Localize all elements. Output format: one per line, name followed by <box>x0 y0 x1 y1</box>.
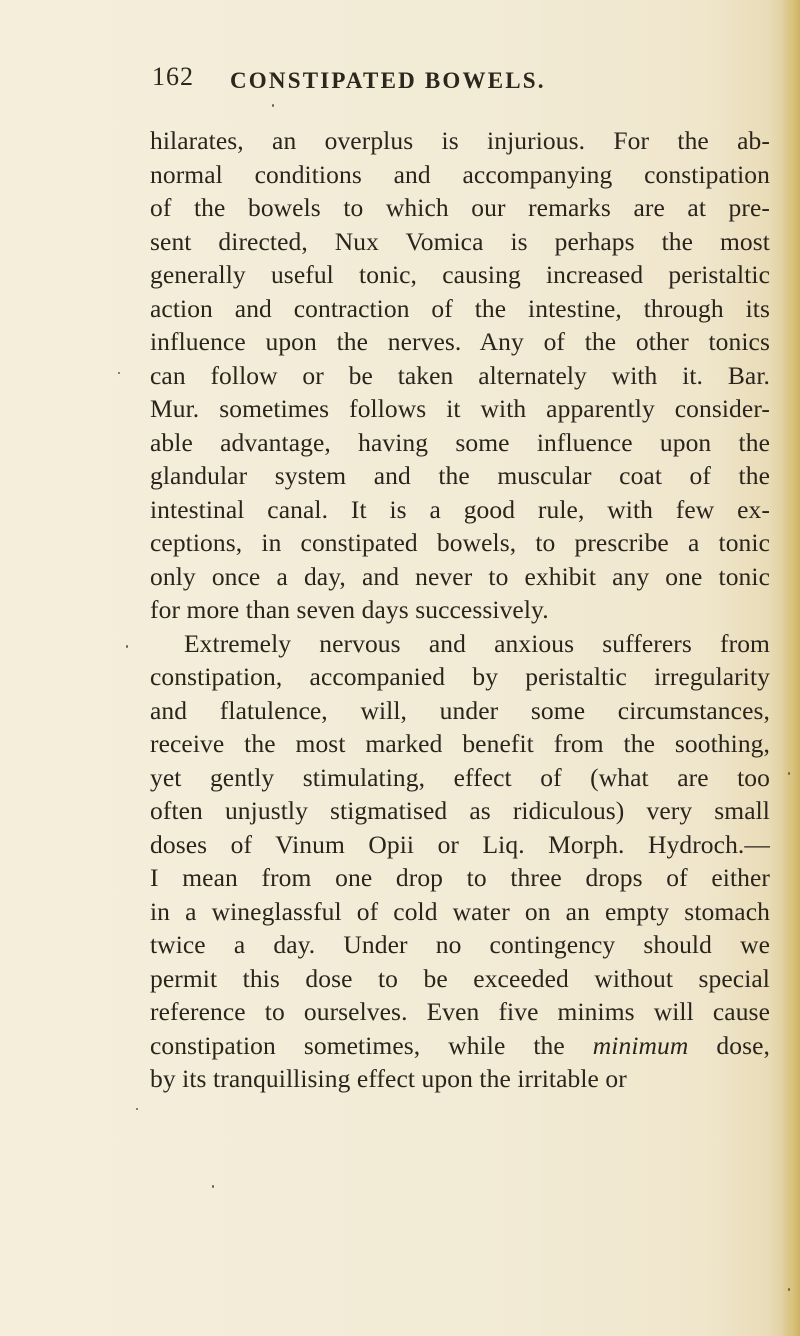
text-line: permit this dose to be exceeded without special <box>150 963 770 993</box>
text-line: constipation, accompanied by peristaltic irregularity <box>150 662 770 691</box>
text-line: I mean from one drop to three drops of either <box>150 863 770 892</box>
text-run: dose, <box>688 1030 770 1060</box>
text-line: yet gently stimulating, effect of (what are too <box>150 762 770 792</box>
page-header <box>152 62 612 102</box>
paper-speck <box>212 1185 214 1188</box>
text-line: ceptions, in constipated bowels, to prescribe a tonic <box>150 528 770 557</box>
italic-term: minimum <box>592 1030 689 1060</box>
text-line: sent directed, Nux Vomica is perhaps the most <box>150 226 770 256</box>
text-line: generally useful tonic, causing increased peristaltic <box>150 260 770 289</box>
text-line: glandular system and the muscular coat of the <box>150 461 770 490</box>
text-line: only once a day, and never to exhibit any one tonic <box>150 561 770 591</box>
paper-speck <box>136 1108 138 1110</box>
paper-speck <box>788 772 790 775</box>
text-line: and flatulence, will, under some circumstances, <box>150 695 770 725</box>
text-line: Mur. sometimes follows it with apparently consider- <box>150 394 770 423</box>
text-line: often unjustly stigmatised as ridiculous) very small <box>150 796 770 825</box>
text-line: influence upon the nerves. Any of the other tonics <box>150 327 770 356</box>
text-run: constipation sometimes, while the <box>150 1030 593 1060</box>
paper-speck <box>118 372 120 374</box>
text-line: of the bowels to which our remarks are at pre- <box>150 193 770 222</box>
page-edge-shadow <box>782 0 800 1336</box>
text-line: action and contraction of the intestine, through its <box>150 293 770 323</box>
text-line: by its tranquillising effect upon the irritable or <box>150 1064 627 1093</box>
text-line: twice a day. Under no contingency should we <box>150 930 770 959</box>
body-text <box>150 124 770 1096</box>
text-line: can follow or be taken alternately with it. Bar. <box>150 360 770 390</box>
text-line: receive the most marked benefit from the soothing, <box>150 729 770 758</box>
text-line: reference to ourselves. Even five minims will cause <box>150 997 770 1026</box>
text-line <box>150 1029 770 1063</box>
paper-speck <box>272 104 274 107</box>
text-line: Extremely nervous and anxious sufferers from <box>184 628 770 658</box>
text-line: hilarates, an overplus is injurious. For the ab- <box>150 126 770 155</box>
paper-speck <box>126 645 128 648</box>
text-line: able advantage, having some influence upon the <box>150 427 770 457</box>
text-line: for more than seven days successively. <box>150 595 549 624</box>
running-head: CONSTIPATED BOWELS. <box>230 68 546 93</box>
page-number: 162 <box>152 62 194 91</box>
paper-speck <box>788 1288 790 1291</box>
text-line: in a wineglassful of cold water on an empty stomach <box>150 896 770 926</box>
text-line: doses of Vinum Opii or Liq. Morph. Hydroch.— <box>150 829 770 859</box>
text-line: normal conditions and accompanying constipation <box>150 159 770 189</box>
text-line: intestinal canal. It is a good rule, with few ex- <box>150 494 770 524</box>
